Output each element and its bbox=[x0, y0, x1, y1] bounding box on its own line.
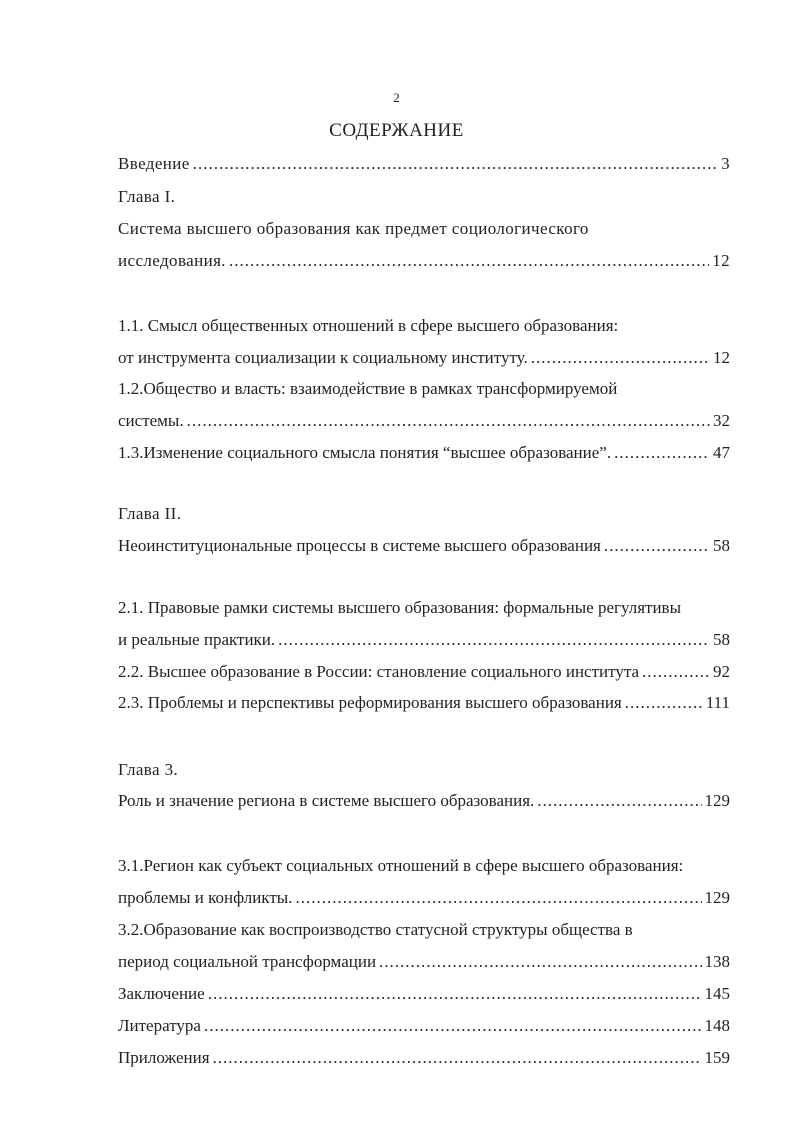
section-2-1-line1: 2.1. Правовые рамки системы высшего образования: формальные регулятивы bbox=[118, 598, 682, 617]
toc-page-number: 12 bbox=[712, 251, 730, 270]
chapter-3-label: Глава 3. bbox=[118, 760, 179, 779]
section-3-1-line1: 3.1.Регион как субъект социальных отношений в сфере высшего образования: bbox=[118, 856, 684, 875]
section-1-1-line1: 1.1. Смысл общественных отношений в сфере высшего образования: bbox=[118, 316, 619, 335]
section-3-1-line2 bbox=[118, 887, 730, 909]
toc-entry-text: период социальной трансформации bbox=[118, 952, 377, 971]
section-1-3 bbox=[118, 442, 730, 464]
toc-page-number: 32 bbox=[713, 411, 730, 430]
toc-entry-text: Литература bbox=[118, 1016, 201, 1035]
chapter-1-label: Глава I. bbox=[118, 187, 176, 206]
toc-entry-text: от инструмента социализации к социальному институту. bbox=[118, 348, 528, 367]
chapter-1-title-line2 bbox=[118, 250, 730, 272]
toc-entry-text: системы. bbox=[118, 411, 184, 430]
toc-page-number: 129 bbox=[704, 888, 730, 907]
toc-leader-dots bbox=[625, 692, 703, 714]
toc-entry-text: проблемы и конфликты. bbox=[118, 888, 293, 907]
toc-page-number: 129 bbox=[704, 791, 730, 810]
chapter-3-title bbox=[118, 790, 730, 812]
section-2-3 bbox=[118, 692, 730, 714]
toc-literature bbox=[118, 1015, 730, 1037]
toc-entry-text: Приложения bbox=[118, 1048, 210, 1067]
toc-entry-text: Неоинституциональные процессы в системе высшего образования bbox=[118, 536, 601, 555]
toc-entry-text: Заключение bbox=[118, 984, 205, 1003]
toc-page-number: 145 bbox=[704, 984, 730, 1003]
section-2-1-line2 bbox=[118, 629, 730, 651]
toc-page-number: 138 bbox=[704, 952, 730, 971]
toc-leader-dots bbox=[187, 410, 710, 432]
toc-leader-dots bbox=[295, 887, 701, 909]
toc-entry-text: 1.3.Изменение социального смысла понятия “высшее образование”. bbox=[118, 443, 612, 462]
chapter-1-title-line1: Система высшего образования как предмет социологического bbox=[118, 219, 589, 238]
toc-leader-dots bbox=[537, 790, 701, 812]
toc-page-number: 159 bbox=[704, 1048, 730, 1067]
toc-leader-dots bbox=[379, 951, 701, 973]
chapter-2-label: Глава II. bbox=[118, 504, 182, 523]
chapter-2-title bbox=[118, 535, 730, 557]
toc-page-number: 58 bbox=[713, 536, 730, 555]
section-1-1-line2 bbox=[118, 347, 730, 369]
toc-entry-text: и реальные практики. bbox=[118, 630, 276, 649]
toc-leader-dots bbox=[204, 1015, 702, 1037]
toc-page-number: 148 bbox=[704, 1016, 730, 1035]
toc-entry-text: исследования. bbox=[118, 251, 226, 270]
toc-page-number: 58 bbox=[713, 630, 730, 649]
toc-page-number: 12 bbox=[713, 348, 730, 367]
toc-leader-dots bbox=[278, 629, 710, 651]
toc-intro bbox=[118, 153, 730, 175]
toc-entry-text: Роль и значение региона в системе высшего образования. bbox=[118, 791, 535, 810]
toc-leader-dots bbox=[213, 1047, 702, 1069]
toc-page-number: 92 bbox=[713, 662, 730, 681]
toc-leader-dots bbox=[614, 442, 710, 464]
section-2-2 bbox=[118, 661, 730, 683]
toc-appendices bbox=[118, 1047, 730, 1069]
section-3-2-line1: 3.2.Образование как воспроизводство статусной структуры общества в bbox=[118, 920, 633, 939]
page-number: 2 bbox=[393, 90, 400, 105]
section-1-2-line1: 1.2.Общество и власть: взаимодействие в рамках трансформируемой bbox=[118, 379, 618, 398]
toc-leader-dots bbox=[531, 347, 710, 369]
section-3-2-line2 bbox=[118, 951, 730, 973]
section-1-2-line2 bbox=[118, 410, 730, 432]
toc-entry-text: Введение bbox=[118, 154, 190, 173]
toc-leader-dots bbox=[229, 250, 709, 272]
toc-leader-dots bbox=[208, 983, 702, 1005]
toc-leader-dots bbox=[193, 153, 718, 175]
page-title: СОДЕРЖАНИЕ bbox=[329, 120, 464, 141]
toc-page-number: 111 bbox=[705, 693, 730, 712]
toc-page-number: 3 bbox=[721, 154, 730, 173]
toc-conclusion bbox=[118, 983, 730, 1005]
toc-leader-dots bbox=[604, 535, 710, 557]
toc-page-number: 47 bbox=[713, 443, 730, 462]
toc-entry-text: 2.2. Высшее образование в России: становление социального института bbox=[118, 662, 639, 681]
toc-leader-dots bbox=[642, 661, 710, 683]
toc-entry-text: 2.3. Проблемы и перспективы реформирования высшего образования bbox=[118, 693, 622, 712]
